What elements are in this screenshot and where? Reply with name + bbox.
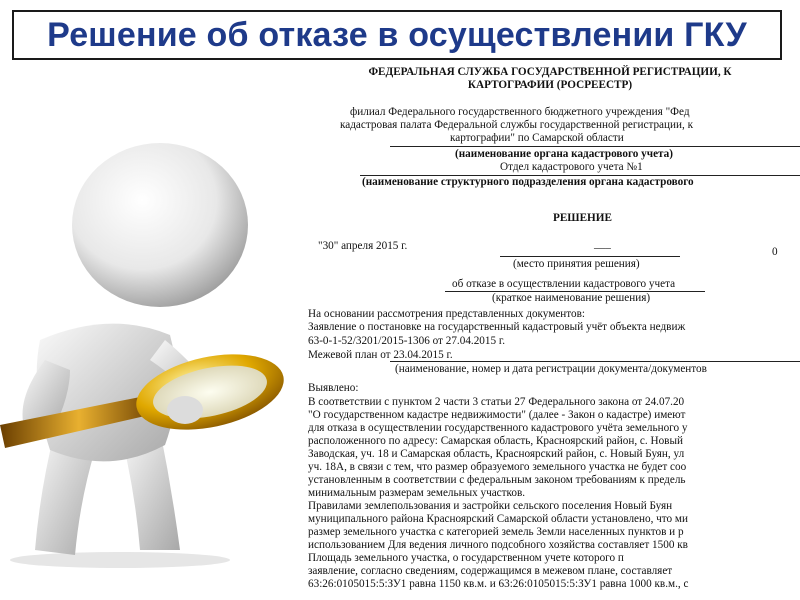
- body-line: муниципального района Красноярский Самарской области установлено, что ми: [308, 513, 689, 525]
- agency-name-line1: ФЕДЕРАЛЬНАЯ СЛУЖБА ГОСУДАРСТВЕННОЙ РЕГИСТРАЦИИ, К: [368, 66, 732, 78]
- figure-svg: [0, 130, 300, 570]
- body-line: размер земельного участка с категорией земель Земли населенных пунктов и р: [308, 526, 684, 538]
- underline-organ: [390, 146, 800, 147]
- branch-line1: филиал Федерального государственного бюджетного учреждения "Фед: [350, 106, 690, 118]
- caption-docs: (наименование, номер и дата регистрации документа/документов: [395, 363, 707, 375]
- body-line: Заводская, уч. 18 и Самарская область, Красноярский район, с. Новый Буян, ул: [308, 448, 685, 460]
- basis-line1: На основании рассмотрения представленных документов:: [308, 308, 586, 320]
- branch-line3: картографии" по Самарской области: [450, 132, 624, 144]
- underline-docs: [390, 361, 800, 362]
- decision-heading: РЕШЕНИЕ: [553, 212, 612, 224]
- caption-organ: (наименование органа кадастрового учета): [455, 148, 674, 160]
- place-blank: ___: [594, 238, 611, 250]
- caption-decision: (краткое наименование решения): [492, 292, 651, 304]
- caption-place: (место принятия решения): [513, 258, 640, 270]
- body-line: установленным в соответствии с федеральным законом требованиям к предель: [308, 474, 686, 486]
- body-line: минимальным размерам земельных участков.: [308, 487, 526, 499]
- body-line: уч. 18А, в связи с тем, что размер образуемого земельного участка не будет соо: [308, 461, 687, 473]
- body-line: использованием Для ведения личного подсобного хозяйства составляет 1500 кв: [308, 539, 688, 551]
- agency-name-line2: КАРТОГРАФИИ (РОСРЕЕСТР): [467, 79, 633, 91]
- department-name: Отдел кадастрового учета №1: [500, 161, 643, 173]
- document-scan: [300, 62, 800, 600]
- body-line: В соответствии с пунктом 2 части 3 статьи 27 Федерального закона от 24.07.20: [308, 396, 685, 408]
- underline-place: [500, 256, 680, 257]
- slide-title-box: [12, 10, 782, 60]
- body-line: заявление, согласно сведениям, содержащимся в межевом плане, составляет: [308, 565, 673, 577]
- caption-department: (наименование структурного подразделения органа кадастрового: [362, 176, 694, 188]
- slide-title: Решение об отказе в осуществлении ГКУ: [47, 15, 747, 54]
- body-line: 63:26:0105015:5:ЗУ1 равна 1150 кв.м. и 63:26:0105015:5:ЗУ1 равна 1000 кв.м., с: [308, 578, 689, 590]
- branch-line2: кадастровая палата Федеральной службы государственной регистрации, к: [340, 119, 694, 131]
- basis-line3: 63-0-1-52/3201/2015-1306 от 27.04.2015 г.: [308, 335, 505, 347]
- basis-line4: Межевой план от 23.04.2015 г.: [308, 349, 453, 361]
- basis-line2: Заявление о постановке на государственный кадастровый учёт объекта недвиж: [308, 321, 686, 333]
- found-label: Выявлено:: [308, 382, 359, 394]
- decision-date: "30" апреля 2015 г.: [318, 240, 408, 252]
- body-line: Правилами землепользования и застройки сельского поселения Новый Буян: [308, 500, 673, 512]
- body-line: для отказа в осуществлении государственного кадастрового учёта земельного у: [308, 422, 688, 434]
- figure-with-magnifier-illustration: [0, 130, 300, 570]
- body-line: расположенного по адресу: Самарская область, Красноярский район, с. Новый: [308, 435, 683, 447]
- body-line: "О государственном кадастре недвижимости" (далее - Закон о кадастре) имеют: [308, 409, 686, 421]
- decision-number-fragment: 0: [772, 246, 778, 258]
- decision-short-name: об отказе в осуществлении кадастрового учета: [452, 278, 676, 290]
- body-line: Площадь земельного участка, о государственном учете которого п: [308, 552, 624, 564]
